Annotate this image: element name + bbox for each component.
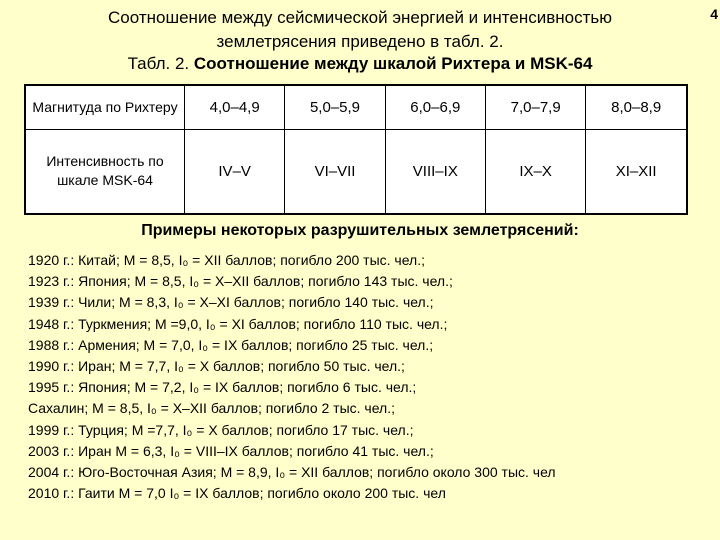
list-item: 1939 г.: Чили; M = 8,3, I₀ = X–XI баллов; погибло 140 тыс. чел.; [28,294,434,311]
intensity-row [25,129,687,214]
magnitude-cell: 7,0–7,9 [485,85,585,129]
list-item: Сахалин; M = 8,5, I₀ = X–XII баллов; погибло 2 тыс. чел.; [28,400,395,417]
list-item: 2010 г.: Гаити M = 7,0 I₀ = IX баллов; погибло около 200 тыс. чел [28,485,446,502]
caption-title: Соотношение между шкалой Рихтера и MSK-64 [193,54,593,73]
list-item: 2003 г.: Иран M = 6,3, I₀ = VIII–IX баллов; погибло 41 тыс. чел.; [28,442,434,459]
table-caption [0,52,720,76]
magnitude-header: Магнитуда по Рихтеру [25,85,185,129]
intensity-cell: VI–VII [285,129,385,214]
page-number: 4 [710,6,718,22]
intensity-cell: XI–XII [586,129,687,214]
list-item: 2004 г.: Юго-Восточная Азия; M = 8,9, I₀ = XII баллов; погибло около 300 тыс. чел [28,464,556,481]
list-item: 1995 г.: Япония; M = 7,2, I₀ = IX баллов; погибло 6 тыс. чел.; [28,379,417,396]
examples-title: Примеры некоторых разрушительных землетрясений: [141,222,579,239]
list-item: 1990 г.: Иран; M = 7,7, I₀ = X баллов; погибло 50 тыс. чел.; [28,358,405,375]
intensity-cell: VIII–IX [385,129,485,214]
list-item: 1923 г.: Япония; M = 8,5, I₀ = X–XII баллов; погибло 143 тыс. чел.; [28,273,453,290]
magnitude-row [25,85,687,129]
caption-prefix: Табл. 2. [127,54,194,73]
list-item: 1999 г.: Турция; M =7,7, I₀ = X баллов; погибло 17 тыс. чел.; [28,421,414,438]
magnitude-cell: 6,0–6,9 [385,85,485,129]
intensity-cell: IV–V [185,129,285,214]
earthquake-list [28,250,688,504]
intro-line-1: Соотношение между сейсмической энергией и интенсивностью [108,8,612,27]
list-item: 1920 г.: Китай; M = 8,5, I₀ = XII баллов; погибло 200 тыс. чел.; [28,252,425,268]
list-item: 1948 г.: Туркмения; M =9,0, I₀ = XI баллов; погибло 110 тыс. чел.; [28,315,448,332]
magnitude-cell: 5,0–5,9 [285,85,385,129]
richter-msk-table [24,84,688,215]
intensity-cell: IX–X [485,129,585,214]
list-item: 1988 г.: Армения; M = 7,0, I₀ = IX баллов; погибло 25 тыс. чел.; [28,336,434,353]
magnitude-cell: 8,0–8,9 [586,85,687,129]
intro-text [0,6,720,54]
intro-line-2: землетрясения приведено в табл. 2. [216,32,504,51]
magnitude-cell: 4,0–4,9 [185,85,285,129]
intensity-header: Интенсивность по шкале MSK-64 [25,129,185,214]
